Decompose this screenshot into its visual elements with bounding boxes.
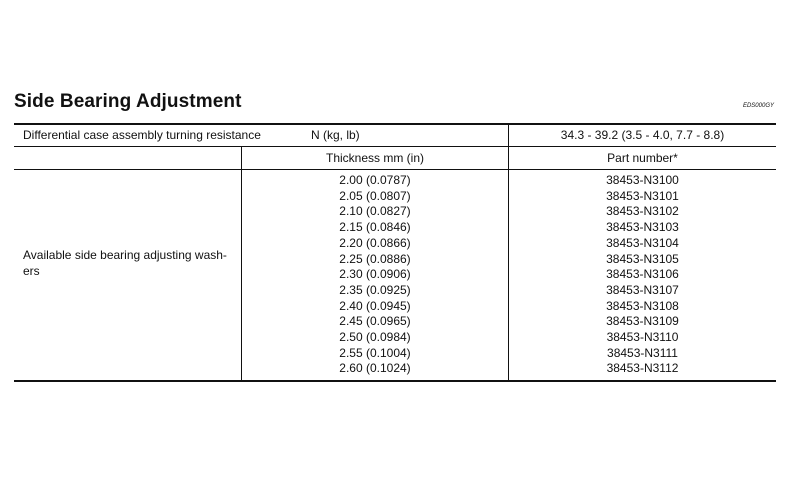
thickness-cell: 2.55 (0.1004) [339,345,411,360]
part-number-header: Part number* [607,151,678,165]
part-number-column [509,173,776,377]
thickness-cell: 2.10 (0.0827) [339,204,411,219]
thickness-cell: 2.35 (0.0925) [339,282,411,297]
thickness-cell: 2.45 (0.0965) [339,314,411,329]
part-number-cell: 38453-N3100 [606,173,679,187]
turning-resistance-value: 34.3 - 39.2 (3.5 - 4.0, 7.7 - 8.8) [560,128,725,142]
turning-resistance-unit: N (kg, lb) [311,128,360,142]
part-number-cell: 38453-N3102 [606,204,679,219]
thickness-cell: 2.40 (0.0945) [339,298,411,313]
thickness-cell: 2.60 (0.1024) [339,361,411,376]
washers-label [23,248,227,278]
part-number-cell: 38453-N3107 [606,282,679,297]
washers-label-line1: Available side bearing adjusting wash- [23,248,227,262]
thickness-cell: 2.30 (0.0906) [339,267,411,282]
washers-label-line2: ers [23,264,40,278]
part-number-cell: 38453-N3112 [606,361,679,376]
spec-table [14,123,776,383]
part-number-cell: 38453-N3110 [606,330,679,345]
thickness-cell: 2.25 (0.0886) [339,251,411,266]
part-number-cell: 38453-N3111 [607,345,678,360]
thickness-cell: 2.50 (0.0984) [339,330,411,345]
part-number-cell: 38453-N3103 [606,220,679,235]
document-code: EDS000GY [742,103,774,109]
part-number-cell: 38453-N3106 [606,267,679,282]
table-header-divider [14,169,776,170]
thickness-column [242,173,508,377]
thickness-cell: 2.15 (0.0846) [339,220,411,235]
part-number-cell: 38453-N3105 [606,251,679,266]
part-number-cell: 38453-N3101 [606,188,679,203]
part-number-cell: 38453-N3108 [606,298,679,313]
table-top-rule [14,123,776,125]
thickness-cell: 2.20 (0.0866) [339,235,411,250]
table-bottom-rule [14,380,776,382]
thickness-cell: 2.00 (0.0787) [339,173,411,187]
thickness-header: Thickness mm (in) [325,151,424,165]
part-number-cell: 38453-N3104 [606,235,679,250]
turning-resistance-label: Differential case assembly turning resistance [23,128,261,142]
thickness-cell: 2.05 (0.0807) [339,188,411,203]
part-number-cell: 38453-N3109 [606,314,679,329]
table-row-divider [14,146,776,147]
section-title: Side Bearing Adjustment [14,91,242,112]
